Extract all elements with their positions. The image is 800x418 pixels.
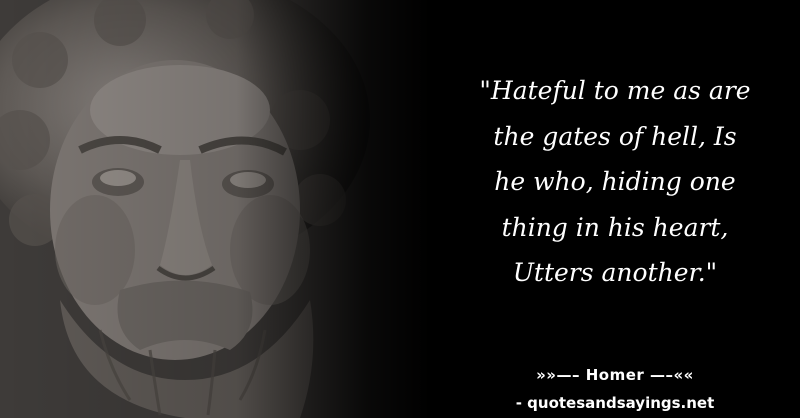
quote-text (430, 68, 800, 296)
quote-line: he who, hiding one (494, 167, 736, 196)
quote-line: Utters another." (512, 258, 718, 287)
quote-line: the gates of hell, Is (493, 121, 737, 151)
quote-author: »»—– Homer —–«« (536, 366, 694, 384)
quote-line: thing in his heart, (501, 212, 729, 242)
site-credit: - quotesandsayings.net (515, 394, 715, 412)
quote-line: "Hateful to me as are (479, 76, 751, 105)
